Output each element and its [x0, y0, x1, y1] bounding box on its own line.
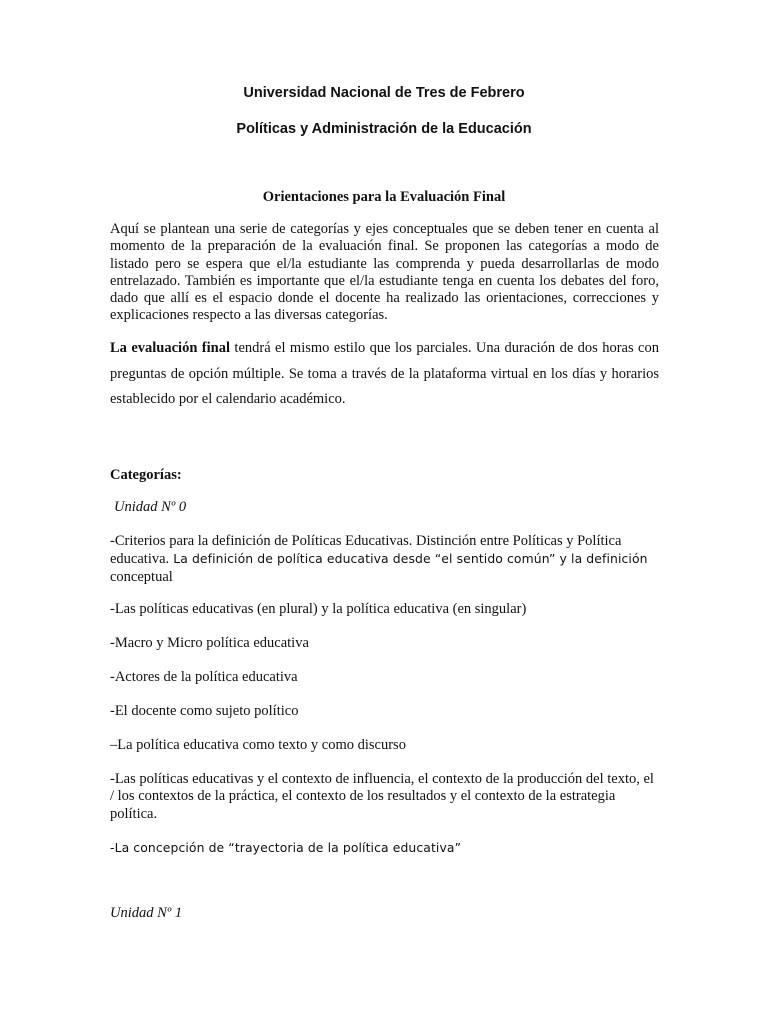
- university-heading: Universidad Nacional de Tres de Febrero: [243, 85, 525, 101]
- unit0-item-criterios: [110, 533, 659, 586]
- unit0-item-macro-micro: -Macro y Micro política educativa: [110, 635, 309, 651]
- unit0-item-actores: -Actores de la política educativa: [110, 669, 298, 685]
- intro-paragraph: Aquí se plantean una serie de categorías y ejes conceptuales que se deben tener en cuenta al momento de la preparación de la evaluación final. Se proponen las categorías a modo de listado pero se espera que el/la estudiante las comprenda y pueda desarrollarlas de modo entrelazado. También es importante que el/la estudiante tenga en cuenta los debates del foro, dado que allí es el espacio donde el docente ha realizado las orientaciones, correcciones y explicaciones respecto a las diversas categorías.: [110, 221, 659, 324]
- item-criterios-part1: -Criterios para la definición de Políticas Educativas. Distinción entre Políticas y Política educativa.: [110, 533, 622, 568]
- item-criterios-part3: conceptual: [110, 568, 173, 585]
- unit0-item-texto-discurso: –La política educativa como texto y como discurso: [110, 737, 406, 753]
- evaluation-paragraph: [110, 336, 659, 413]
- unit0-heading: Unidad Nº 0: [114, 499, 187, 515]
- unit0-item-plural: -Las políticas educativas (en plural) y la política educativa (en singular): [110, 601, 527, 617]
- unit1-heading: Unidad Nº 1: [110, 905, 183, 921]
- unit0-item-contextos: -Las políticas educativas y el contexto de influencia, el contexto de la producción del texto, el / los contextos de la práctica, el contexto de los resultados y el contexto de la estrategia política.: [110, 771, 654, 822]
- evaluation-lead: La evaluación final: [110, 340, 230, 356]
- categories-heading: Categorías:: [110, 467, 182, 483]
- unit0-item-trayectoria: -La concepción de “trayectoria de la política educativa”: [110, 840, 462, 855]
- document-title: Orientaciones para la Evaluación Final: [262, 189, 506, 205]
- item-criterios-part2: La definición de política educativa desde “el sentido común” y la definición: [169, 551, 648, 567]
- course-heading: Políticas y Administración de la Educación: [236, 121, 532, 137]
- evaluation-text: tendrá el mismo estilo que los parciales. Una duración de dos horas con preguntas de opción múltiple. Se toma a través de la plataforma virtual en los días y horarios establecido por el calendario académico.: [110, 340, 659, 407]
- unit0-item-docente: -El docente como sujeto político: [110, 703, 299, 719]
